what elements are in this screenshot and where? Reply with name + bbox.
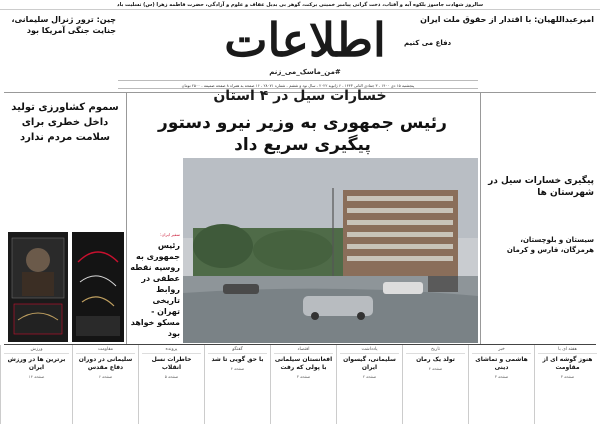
teaser-headline: سلیمانی در دوران دفاع مقدس	[78, 356, 133, 371]
teaser-category: اقتصاد	[274, 347, 333, 354]
teaser[interactable]	[204, 345, 270, 424]
top-right-subhead: دفاع می کنیم	[404, 39, 452, 47]
teaser-category: مقاومت	[76, 347, 135, 354]
teaser-page: صفحه ۵	[164, 374, 179, 379]
mid-left-label: سفیر ایران:	[160, 232, 180, 237]
poster-image	[8, 232, 68, 342]
teaser-category: خبر	[472, 347, 531, 354]
right-headline[interactable]: پیگیری خسارات سیل در شهرستان ها	[488, 176, 594, 198]
left-headline[interactable]: سموم کشاورزی تولید داخل خطری برای سلامت مردم ندارد	[11, 102, 119, 143]
teaser-category: هفته ای با	[538, 347, 597, 354]
teaser-headline: هاشمی و تماشای دینی	[475, 356, 528, 371]
teaser[interactable]	[270, 345, 336, 424]
teaser-page: صفحه ۳	[494, 374, 509, 379]
masthead-slogan: #من_ماسک_می_زنم	[269, 68, 341, 76]
teaser-category: یادداشت	[340, 347, 399, 354]
left-body	[6, 150, 124, 230]
teaser-page: صفحه ۴	[230, 366, 245, 371]
teaser-headline: سلیمانی، گیسوان ایران	[343, 356, 396, 371]
right-subhead: سیستان و بلوچستان، هرمزگان، فارس و کرمان	[506, 236, 594, 254]
main-kicker: خسارات سیل در ۴ استان	[213, 88, 387, 104]
teaser[interactable]	[468, 345, 534, 424]
top-banner: سالروز شهادت جاسوز بلکوه آبه و آفتاب، ذخت گرانی پیامبر خمینی برکت، گوهر بی بدیل عفاف و علوم و آزادگی، حضرت فاطمه زهرا (س) تسلیت باد	[0, 0, 600, 10]
calligraphy-poster	[72, 232, 124, 342]
teaser-category: ورزش	[4, 347, 69, 354]
teaser-headline: با حق گویی تا شد	[211, 356, 264, 363]
teaser-page: صفحه ۱۴	[28, 374, 45, 379]
newspaper-logo: اطلاعات	[224, 13, 386, 67]
teaser-headline: افغانستان سیلمانی با پولی که رفت	[274, 356, 333, 371]
top-right-body	[404, 50, 594, 78]
mid-left-headline[interactable]: رئیس جمهوری به روسیه نقطه عطفی در روابط تاریخی تهران - مسکو خواهد بود	[130, 241, 180, 338]
dateline: پنجشنبه ۱۵ دی ۱۴۰۰ - ۳ جمادی الثانی ۱۴۴۳ - ۶ ژانویه ۲۰۲۲ - سال نود و ششم - شماره ۲۸۰۷۱ - ۱۶ صفحه به همراه ۸ صفحه ضمیمه - ۲۵۰۰ تومان	[118, 80, 478, 89]
teaser-strip	[0, 345, 600, 424]
flood-photo	[183, 158, 478, 343]
teaser[interactable]	[72, 345, 138, 424]
teaser-page: صفحه ۳	[296, 374, 311, 379]
teaser-headline: برترین ها در ورزش ایران	[7, 356, 66, 371]
teaser-page: صفحه ۴	[428, 366, 443, 371]
teaser-headline: خاطرات نسل انقلاب	[151, 356, 192, 371]
top-left-body	[6, 42, 116, 82]
teaser[interactable]	[336, 345, 402, 424]
divider	[480, 92, 481, 344]
teaser-headline: تولد یک رمان	[416, 356, 455, 363]
teaser[interactable]	[534, 345, 600, 424]
teaser-headline: هنوز گوشه ای از مقاومت	[542, 356, 593, 371]
divider	[126, 92, 127, 344]
teaser[interactable]	[402, 345, 468, 424]
main-headline[interactable]: رئیس جمهوری به وزیر نیرو دستور پیگیری سریع داد	[158, 113, 447, 155]
teaser-page: صفحه ۶	[98, 374, 113, 379]
teaser-page: صفحه ۲	[362, 374, 377, 379]
teaser-category: گفتگو	[208, 347, 267, 354]
teaser-category: پرونده	[142, 347, 201, 354]
top-right-headline[interactable]: امیرعبداللهیان: با اقتدار از حقوق ملت ایران	[420, 15, 594, 24]
teaser-page: صفحه ۳	[560, 374, 575, 379]
top-left-headline[interactable]: چین: ترور ژنرال سلیمانی، جنایت جنگی آمریکا بود	[11, 15, 116, 35]
teaser-category: تاریخ	[406, 347, 465, 354]
right-body	[488, 258, 594, 342]
teaser[interactable]	[0, 345, 72, 424]
teaser[interactable]	[138, 345, 204, 424]
